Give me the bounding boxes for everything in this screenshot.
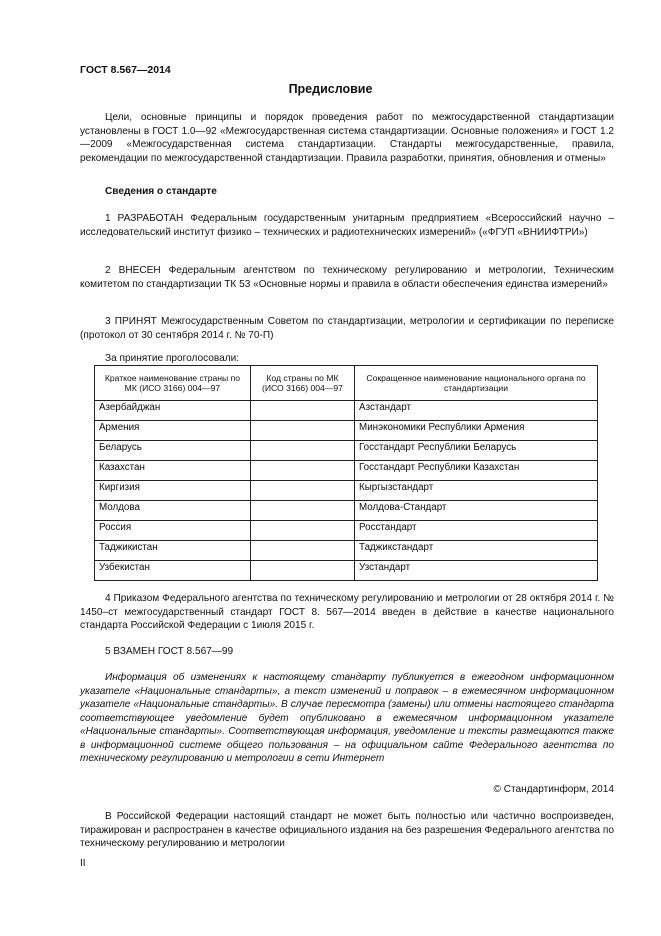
item-1: 1 РАЗРАБОТАН Федеральным государственным унитарным предприятием «Всероссийский научно – исследовательский институт физико – технических и радиотехнических измерений» («ФГУП «ВНИИФТРИ») bbox=[80, 213, 614, 238]
cell-code bbox=[250, 561, 354, 581]
table-row bbox=[95, 461, 598, 481]
cell-country: Киргизия bbox=[95, 481, 251, 501]
cell-country: Узбекистан bbox=[95, 561, 251, 581]
cell-code bbox=[250, 401, 354, 421]
cell-body: Росстандарт bbox=[355, 521, 598, 541]
vote-label: За принятие проголосовали: bbox=[105, 353, 240, 364]
item-5: 5 ВЗАМЕН ГОСТ 8.567—99 bbox=[105, 646, 234, 657]
page-title: Предисловие bbox=[288, 82, 373, 96]
cell-body: Молдова-Стандарт bbox=[355, 501, 598, 521]
page-number: II bbox=[80, 858, 86, 869]
cell-country: Казахстан bbox=[95, 461, 251, 481]
cell-body: Кыргызстандарт bbox=[355, 481, 598, 501]
cell-code bbox=[250, 541, 354, 561]
legal-paragraph: В Российской Федерации настоящий стандарт не может быть полностью или частично воспроизведен, тиражирован и распространен в качестве официального издания на без разрешения Федерального агентства по техническому регулированию и метрологии bbox=[80, 811, 614, 849]
table-row bbox=[95, 521, 598, 541]
cell-body: Госстандарт Республики Беларусь bbox=[355, 441, 598, 461]
table-header-row bbox=[95, 366, 598, 401]
cell-body: Азстандарт bbox=[355, 401, 598, 421]
doc-code: ГОСТ 8.567—2014 bbox=[80, 64, 171, 76]
cell-country: Таджикистан bbox=[95, 541, 251, 561]
votes-table bbox=[94, 365, 598, 581]
cell-country: Россия bbox=[95, 521, 251, 541]
intro-paragraph: Цели, основные принципы и порядок проведения работ по межгосударственной стандартизации установлены в ГОСТ 1.0—92 «Межгосударственная система стандартизации. Основные положения» и ГОСТ 1.2—2009 «Межгосударственная система стандартизации. Стандарты межгосударственные, правила, рекомендации по межгосударственной стандартизации. Правила разработки, принятия, обновления и отмены» bbox=[80, 112, 614, 164]
table-row bbox=[95, 561, 598, 581]
item-2: 2 ВНЕСЕН Федеральным агентством по техническому регулированию и метрологии, Техническим комитетом по стандартизации ТК 53 «Основные нормы и правила в области обеспечения единства измерений» bbox=[80, 265, 614, 290]
cell-code bbox=[250, 421, 354, 441]
info-heading: Сведения о стандарте bbox=[105, 186, 217, 197]
header-body: Сокращенное наименование национального органа по стандартизации bbox=[355, 366, 598, 401]
cell-country: Азербайджан bbox=[95, 401, 251, 421]
cell-country: Молдова bbox=[95, 501, 251, 521]
notice-paragraph: Информация об изменениях к настоящему стандарту публикуется в ежегодном информационном указателе «Национальные стандарты», а текст изменений и поправок – в ежемесячном информационном указателе «Национальные стандарты». В случае пересмотра (замены) или отмены настоящего стандарта соответствующее уведомление будет опубликовано в ежемесячном информационном указателе «Национальные стандарты». Соответствующая информация, уведомление и тексты размещаются также в информационной системе общего пользования – на официальном сайте Федерального агентства по техническому регулированию и метрологии в сети Интернет bbox=[80, 672, 614, 764]
cell-code bbox=[250, 441, 354, 461]
cell-country: Армения bbox=[95, 421, 251, 441]
cell-code bbox=[250, 481, 354, 501]
cell-body: Таджикстандарт bbox=[355, 541, 598, 561]
cell-code bbox=[250, 461, 354, 481]
cell-body: Узстандарт bbox=[355, 561, 598, 581]
table-row bbox=[95, 541, 598, 561]
table-row bbox=[95, 481, 598, 501]
table-row bbox=[95, 421, 598, 441]
header-code: Код страны по МК (ИСО 3166) 004—97 bbox=[250, 366, 354, 401]
cell-body: Минэкономики Республики Армения bbox=[355, 421, 598, 441]
cell-country: Беларусь bbox=[95, 441, 251, 461]
copyright: © Стандартинформ, 2014 bbox=[493, 784, 614, 795]
item-4: 4 Приказом Федерального агентства по техническому регулированию и метрологии от 28 октября 2014 г. № 1450–ст межгосударственный стандарт ГОСТ 8. 567—2014 введен в действие в качестве национального стандарта Российской Федерации с 1июля 2015 г. bbox=[80, 593, 614, 631]
table-row bbox=[95, 441, 598, 461]
cell-body: Госстандарт Республики Казахстан bbox=[355, 461, 598, 481]
table-row bbox=[95, 501, 598, 521]
cell-code bbox=[250, 521, 354, 541]
header-country: Краткое наименование страны по МК (ИСО 3166) 004—97 bbox=[95, 366, 251, 401]
table-row bbox=[95, 401, 598, 421]
cell-code bbox=[250, 501, 354, 521]
item-3: 3 ПРИНЯТ Межгосударственным Советом по стандартизации, метрологии и сертификации по переписке (протокол от 30 сентября 2014 г. № 70-П) bbox=[80, 316, 614, 341]
